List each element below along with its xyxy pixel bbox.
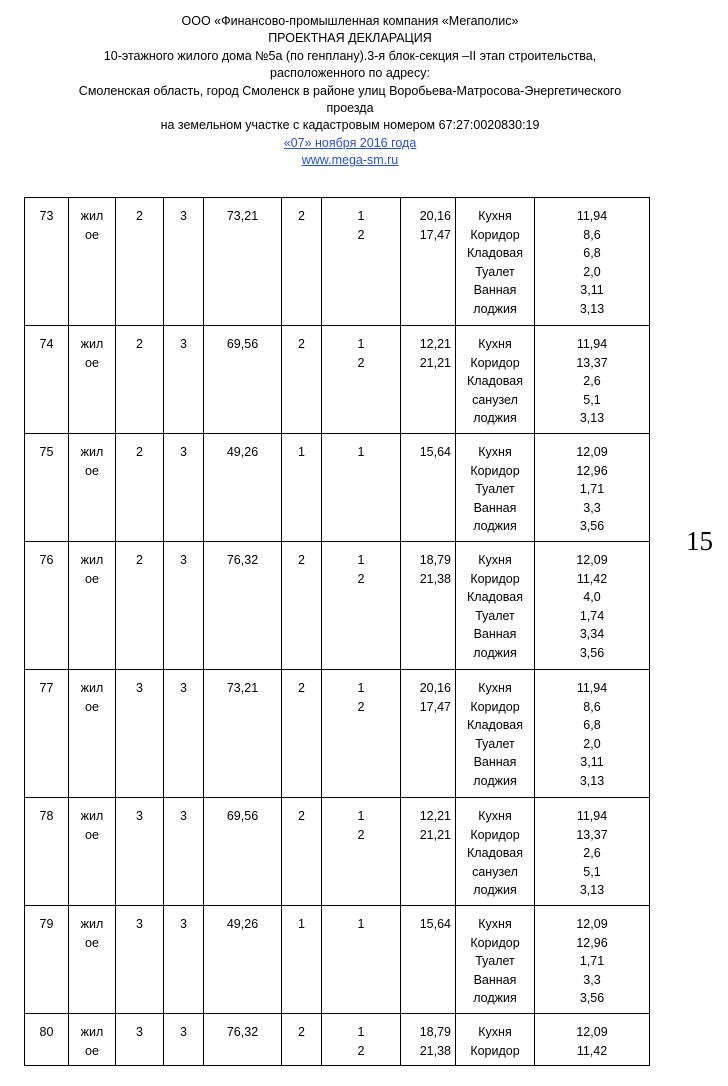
cell-value: лоджия xyxy=(473,773,517,788)
apartment-number-cell xyxy=(25,542,69,670)
cell-value: 3,34 xyxy=(579,627,605,642)
cell-value: Кухня xyxy=(478,553,512,567)
cell-value: жил xyxy=(80,917,104,931)
cell-value: 21,38 xyxy=(419,571,451,586)
cell-value: Коридор xyxy=(470,699,520,714)
cell-value: лоджия xyxy=(473,991,517,1006)
total-area-cell xyxy=(204,670,282,798)
aux-areas-cell xyxy=(535,1014,650,1066)
cell-value: 76,32 xyxy=(226,1025,259,1039)
cell-value: ое xyxy=(85,699,99,714)
room-numbers-cell xyxy=(322,906,401,1014)
room-areas-cell xyxy=(401,326,456,434)
apartments-table xyxy=(24,197,650,1066)
apartment-number-cell xyxy=(25,434,69,542)
room-numbers-cell xyxy=(322,670,401,798)
cell-value: 69,56 xyxy=(226,337,259,351)
cell-value: Кладовая xyxy=(467,846,523,861)
cell-value: жил xyxy=(80,337,104,351)
cell-value: 2,0 xyxy=(583,264,601,279)
cell-value: Ванная xyxy=(473,283,517,298)
premises-type-cell xyxy=(69,906,116,1014)
cell-value: 21,38 xyxy=(419,1043,451,1058)
cell-value: 80 xyxy=(39,1025,54,1039)
header-line-address-cont: проезда xyxy=(326,101,374,116)
header-line-building: 10-этажного жилого дома №5а (по генплану).3-я блок-секция –II этап строительства, xyxy=(103,48,597,63)
cell-value: ое xyxy=(85,827,99,842)
premises-type-cell xyxy=(69,542,116,670)
cell-value: 3,11 xyxy=(580,283,604,298)
cell-value: Туалет xyxy=(475,482,515,497)
aux-names-cell xyxy=(456,434,535,542)
apartment-number-cell xyxy=(25,798,69,906)
cell-value: 12,09 xyxy=(576,917,608,931)
cell-value: ое xyxy=(85,935,99,950)
cell-value: лоджия xyxy=(473,301,517,316)
room-count-cell xyxy=(282,326,322,434)
premises-type-cell xyxy=(69,198,116,326)
cell-value: 2 xyxy=(357,571,365,586)
cell-value: 3,13 xyxy=(579,773,605,788)
cell-value: 1 xyxy=(357,809,365,823)
table-row xyxy=(25,1014,650,1066)
room-areas-cell xyxy=(401,1014,456,1066)
cell-value: лоджия xyxy=(473,645,517,660)
cell-value: 1,71 xyxy=(579,482,605,497)
cell-value: Коридор xyxy=(470,1043,520,1058)
cell-value: 69,56 xyxy=(226,809,259,823)
cell-value: 2 xyxy=(136,209,143,223)
aux-areas-cell xyxy=(535,326,650,434)
room-count-cell xyxy=(282,906,322,1014)
section-cell xyxy=(164,198,204,326)
cell-value: 21,21 xyxy=(419,827,451,842)
cell-value: 11,94 xyxy=(576,337,608,351)
cell-value: санузел xyxy=(472,864,518,879)
header-line-cadastral: на земельном участке с кадастровым номером 67:27:0020830:19 xyxy=(160,118,540,133)
date-link[interactable]: «07» ноября 2016 года xyxy=(283,135,417,150)
room-count-cell xyxy=(282,670,322,798)
cell-value: 15,64 xyxy=(419,445,451,459)
cell-value: Кухня xyxy=(478,337,512,351)
cell-value: 3,13 xyxy=(579,411,605,426)
cell-value: 2,6 xyxy=(583,374,601,389)
cell-value: 3,3 xyxy=(583,972,601,987)
cell-value: 79 xyxy=(39,917,54,931)
total-area-cell xyxy=(204,798,282,906)
cell-value: 12,96 xyxy=(576,935,608,950)
cell-value: санузел xyxy=(472,392,518,407)
cell-value: 2 xyxy=(357,1043,365,1058)
aux-names-cell xyxy=(456,670,535,798)
premises-type-cell xyxy=(69,1014,116,1066)
cell-value: 3 xyxy=(180,209,187,223)
total-area-cell xyxy=(204,326,282,434)
premises-type-cell xyxy=(69,798,116,906)
cell-value: 3,56 xyxy=(579,991,605,1006)
aux-areas-cell xyxy=(535,670,650,798)
cell-value: 20,16 xyxy=(419,209,451,223)
cell-value: Кухня xyxy=(478,445,512,459)
premises-type-cell xyxy=(69,434,116,542)
cell-value: Ванная xyxy=(473,755,517,770)
table-row xyxy=(25,198,650,326)
cell-value: 11,94 xyxy=(576,809,608,823)
cell-value: 73,21 xyxy=(226,209,259,223)
cell-value: 3 xyxy=(136,917,143,931)
apartment-number-cell xyxy=(25,906,69,1014)
cell-value: 3 xyxy=(136,809,143,823)
cell-value: 1 xyxy=(357,445,365,459)
cell-value: 1 xyxy=(357,209,365,223)
cell-value: Кладовая xyxy=(467,718,523,733)
cell-value: Кладовая xyxy=(467,246,523,261)
aux-names-cell xyxy=(456,798,535,906)
room-areas-cell xyxy=(401,670,456,798)
room-numbers-cell xyxy=(322,326,401,434)
cell-value: 12,21 xyxy=(419,809,451,823)
cell-value: 2 xyxy=(136,337,143,351)
room-count-cell xyxy=(282,1014,322,1066)
cell-value: 2 xyxy=(136,445,143,459)
cell-value: 11,94 xyxy=(576,681,608,695)
room-numbers-cell xyxy=(322,798,401,906)
cell-value: 11,94 xyxy=(576,209,608,223)
cell-value: 3 xyxy=(136,1025,143,1039)
cell-value: 78 xyxy=(39,809,54,823)
cell-value: жил xyxy=(80,809,104,823)
cell-value: 2 xyxy=(136,553,143,567)
cell-value: ое xyxy=(85,355,99,370)
cell-value: лоджия xyxy=(473,411,517,426)
cell-value: Коридор xyxy=(470,227,520,242)
floor-cell xyxy=(116,434,164,542)
table-row xyxy=(25,670,650,798)
room-numbers-cell xyxy=(322,1014,401,1066)
cell-value: 3 xyxy=(180,445,187,459)
cell-value: Ванная xyxy=(473,500,517,515)
cell-value: ое xyxy=(85,227,99,242)
section-cell xyxy=(164,326,204,434)
cell-value: жил xyxy=(80,1025,104,1039)
cell-value: 12,21 xyxy=(419,337,451,351)
cell-value: 15,64 xyxy=(419,917,451,931)
room-count-cell xyxy=(282,542,322,670)
page-number: 15 xyxy=(686,526,713,556)
aux-names-cell xyxy=(456,198,535,326)
aux-areas-cell xyxy=(535,198,650,326)
cell-value: жил xyxy=(80,445,104,459)
cell-value: Ванная xyxy=(473,972,517,987)
document-title: ПРОЕКТНАЯ ДЕКЛАРАЦИЯ xyxy=(268,31,432,46)
aux-areas-cell xyxy=(535,798,650,906)
apartment-number-cell xyxy=(25,670,69,798)
floor-cell xyxy=(116,326,164,434)
cell-value: жил xyxy=(80,209,104,223)
floor-cell xyxy=(116,906,164,1014)
cell-value: 17,47 xyxy=(419,227,451,242)
cell-value: ое xyxy=(85,571,99,586)
cell-value: 20,16 xyxy=(419,681,451,695)
aux-names-cell xyxy=(456,326,535,434)
cell-value: 3 xyxy=(136,681,143,695)
cell-value: 3 xyxy=(180,1025,187,1039)
cell-value: 1 xyxy=(357,1025,365,1039)
cell-value: 73 xyxy=(39,209,54,223)
room-count-cell xyxy=(282,798,322,906)
cell-value: 6,8 xyxy=(583,246,601,261)
cell-value: 76 xyxy=(39,553,54,567)
apartment-number-cell xyxy=(25,326,69,434)
cell-value: Кухня xyxy=(478,1025,512,1039)
aux-areas-cell xyxy=(535,434,650,542)
cell-value: 8,6 xyxy=(583,699,601,714)
cell-value: 13,37 xyxy=(576,355,608,370)
aux-names-cell xyxy=(456,542,535,670)
cell-value: 3,3 xyxy=(583,500,601,515)
cell-value: 2 xyxy=(357,227,365,242)
room-areas-cell xyxy=(401,198,456,326)
cell-value: 5,1 xyxy=(583,392,601,407)
cell-value: 73,21 xyxy=(226,681,259,695)
cell-value: Туалет xyxy=(475,608,515,623)
cell-value: 1 xyxy=(357,553,365,567)
section-cell xyxy=(164,906,204,1014)
table-row xyxy=(25,542,650,670)
room-areas-cell xyxy=(401,906,456,1014)
cell-value: 2 xyxy=(357,827,365,842)
cell-value: 2 xyxy=(298,1025,305,1039)
apartment-number-cell xyxy=(25,198,69,326)
cell-value: 2 xyxy=(298,337,305,351)
cell-value: 3 xyxy=(180,553,187,567)
floor-cell xyxy=(116,198,164,326)
cell-value: Туалет xyxy=(475,264,515,279)
header-line-address: Смоленская область, город Смоленск в районе улиц Воробьева-Матросова-Энергетического xyxy=(78,83,622,98)
cell-value: 2 xyxy=(357,355,365,370)
cell-value: 3,11 xyxy=(580,755,604,770)
aux-names-cell xyxy=(456,906,535,1014)
cell-value: 3,56 xyxy=(579,519,605,534)
room-areas-cell xyxy=(401,798,456,906)
cell-value: 12,09 xyxy=(576,445,608,459)
cell-value: 1 xyxy=(357,681,365,695)
cell-value: 1,74 xyxy=(579,608,605,623)
company-name: ООО «Финансово-промышленная компания «Мегаполис» xyxy=(181,14,519,28)
header-line-address-label: расположенного по адресу: xyxy=(270,66,430,81)
cell-value: ое xyxy=(85,463,99,478)
cell-value: Коридор xyxy=(470,463,520,478)
cell-value: 2,0 xyxy=(583,736,601,751)
total-area-cell xyxy=(204,542,282,670)
cell-value: Кухня xyxy=(478,209,512,223)
cell-value: Туалет xyxy=(475,736,515,751)
room-areas-cell xyxy=(401,542,456,670)
cell-value: лоджия xyxy=(473,519,517,534)
cell-value: 12,09 xyxy=(576,553,608,567)
cell-value: лоджия xyxy=(473,883,517,898)
aux-areas-cell xyxy=(535,542,650,670)
room-numbers-cell xyxy=(322,542,401,670)
cell-value: 3 xyxy=(180,809,187,823)
cell-value: 13,37 xyxy=(576,827,608,842)
cell-value: 49,26 xyxy=(226,445,259,459)
room-areas-cell xyxy=(401,434,456,542)
room-numbers-cell xyxy=(322,198,401,326)
floor-cell xyxy=(116,1014,164,1066)
cell-value: 17,47 xyxy=(419,699,451,714)
cell-value: 2 xyxy=(298,681,305,695)
section-cell xyxy=(164,542,204,670)
cell-value: Коридор xyxy=(470,935,520,950)
cell-value: 4,0 xyxy=(583,590,601,605)
aux-areas-cell xyxy=(535,906,650,1014)
cell-value: 18,79 xyxy=(419,553,451,567)
apartment-number-cell xyxy=(25,1014,69,1066)
premises-type-cell xyxy=(69,670,116,798)
cell-value: 2 xyxy=(298,809,305,823)
cell-value: Туалет xyxy=(475,954,515,969)
cell-value: 2 xyxy=(298,209,305,223)
cell-value: Ванная xyxy=(473,627,517,642)
cell-value: 1 xyxy=(298,917,305,931)
cell-value: 21,21 xyxy=(419,355,451,370)
table-row xyxy=(25,434,650,542)
cell-value: 1 xyxy=(357,917,365,931)
cell-value: Кладовая xyxy=(467,590,523,605)
table-row xyxy=(25,798,650,906)
room-count-cell xyxy=(282,434,322,542)
total-area-cell xyxy=(204,1014,282,1066)
total-area-cell xyxy=(204,198,282,326)
cell-value: 1 xyxy=(357,337,365,351)
cell-value: Коридор xyxy=(470,355,520,370)
floor-cell xyxy=(116,542,164,670)
cell-value: Кухня xyxy=(478,917,512,931)
floor-cell xyxy=(116,670,164,798)
cell-value: 3 xyxy=(180,917,187,931)
cell-value: 3 xyxy=(180,337,187,351)
cell-value: 75 xyxy=(39,445,54,459)
cell-value: 18,79 xyxy=(419,1025,451,1039)
room-numbers-cell xyxy=(322,434,401,542)
cell-value: 1 xyxy=(298,445,305,459)
cell-value: Кухня xyxy=(478,809,512,823)
cell-value: 2 xyxy=(357,699,365,714)
cell-value: Кухня xyxy=(478,681,512,695)
cell-value: 11,42 xyxy=(576,571,608,586)
cell-value: жил xyxy=(80,553,104,567)
cell-value: Коридор xyxy=(470,827,520,842)
total-area-cell xyxy=(204,906,282,1014)
room-count-cell xyxy=(282,198,322,326)
cell-value: Кладовая xyxy=(467,374,523,389)
cell-value: 11,42 xyxy=(576,1043,608,1058)
table-row xyxy=(25,906,650,1014)
premises-type-cell xyxy=(69,326,116,434)
cell-value: 6,8 xyxy=(583,718,601,733)
cell-value: 2,6 xyxy=(583,846,601,861)
cell-value: 49,26 xyxy=(226,917,259,931)
cell-value: 3 xyxy=(180,681,187,695)
cell-value: 76,32 xyxy=(226,553,259,567)
section-cell xyxy=(164,670,204,798)
website-link[interactable]: www.mega-sm.ru xyxy=(301,153,399,168)
cell-value: ое xyxy=(85,1043,99,1058)
table-row xyxy=(25,326,650,434)
cell-value: 74 xyxy=(39,337,54,351)
cell-value: 12,96 xyxy=(576,463,608,478)
cell-value: 3,56 xyxy=(579,645,605,660)
total-area-cell xyxy=(204,434,282,542)
cell-value: Коридор xyxy=(470,571,520,586)
cell-value: 12,09 xyxy=(576,1025,608,1039)
cell-value: 3,13 xyxy=(579,301,605,316)
section-cell xyxy=(164,434,204,542)
cell-value: 2 xyxy=(298,553,305,567)
cell-value: жил xyxy=(80,681,104,695)
floor-cell xyxy=(116,798,164,906)
cell-value: 8,6 xyxy=(583,227,601,242)
cell-value: 77 xyxy=(39,681,54,695)
section-cell xyxy=(164,1014,204,1066)
cell-value: 5,1 xyxy=(583,864,601,879)
document-header xyxy=(0,0,700,170)
cell-value: 1,71 xyxy=(579,954,605,969)
cell-value: 3,13 xyxy=(579,883,605,898)
section-cell xyxy=(164,798,204,906)
aux-names-cell xyxy=(456,1014,535,1066)
